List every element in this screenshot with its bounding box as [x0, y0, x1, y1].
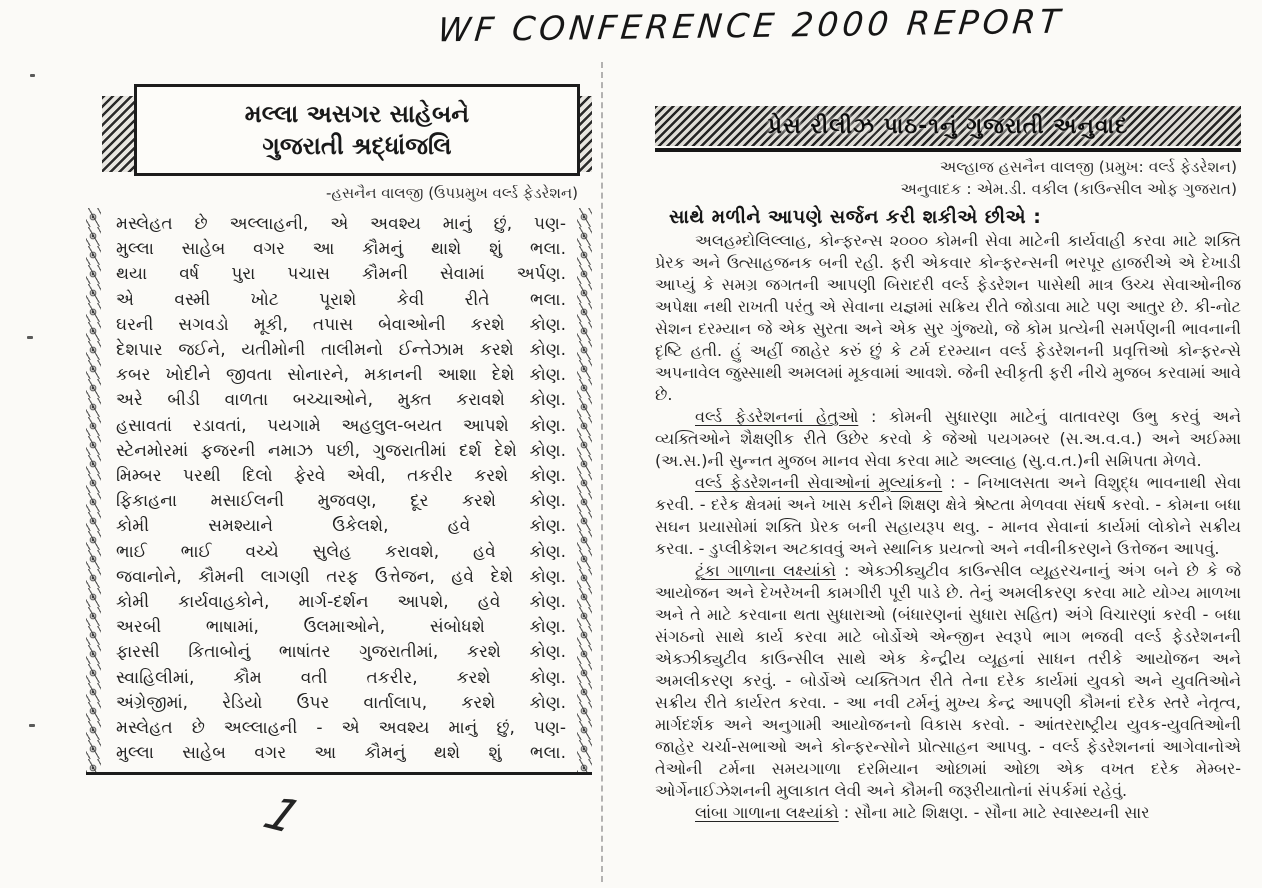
- poem-line: સ્ટેનમોરમાં ફજરની નમાઝ પછી, ગુજરાતીમાં દર્શ દેશે કોણ.: [116, 440, 566, 461]
- section-lead-objectives: વર્લ્ડ ફેડરેશનનાં હેતુઓ: [695, 407, 859, 426]
- poem-line: સ્વાહિલીમાં, કૌમ વતી તકરીર, કરશે કોણ.: [116, 667, 566, 688]
- section-lead-short-term: ટૂંકા ગાળાના લક્ષ્યાંકો: [695, 561, 837, 580]
- poem-line: હસાવતાં રડાવતાં, પયગામે અહલુલ-બયત આપશે કોણ.: [116, 415, 566, 436]
- right-page-press-release: [655, 106, 1241, 824]
- scan-speck: [27, 336, 33, 339]
- handwritten-page-number: 1: [255, 786, 310, 844]
- poem-line: અરબી ભાષામાં, ઉલમાઓને, સંબોધશે કોણ.: [116, 617, 566, 638]
- poem-line: કોમી કાર્યવાહકોને, માર્ગ-દર્શન આપશે, હવે કોણ.: [116, 592, 566, 613]
- poem-line: ઘરની સગવડો મૂકી, તપાસ બેવાઓની કરશે કોણ.: [116, 314, 566, 335]
- press-section-heading: સાથે મળીને આપણે સર્જન કરી શકીએ છીએ :: [669, 206, 1042, 228]
- section-lead-long-term: લાંબા ગાળાના લક્ષ્યાંકો: [695, 803, 839, 822]
- scan-speck: [29, 724, 35, 727]
- floral-border-left: [86, 208, 101, 772]
- poem-line: એ વસ્મી ખોટ પૂરાશે કેવી રીતે ભલા.: [116, 289, 566, 310]
- poem-line: મિમ્બર પરથી દિલો ફેરવે એવી, તકરીર કરશે કોણ.: [116, 466, 566, 487]
- section-text-values: : - નિખાલસતા અને વિશુદ્ધ ભાવનાથી સેવા કરવી. - દરેક ક્ષેત્રમાં અને ખાસ કરીને શિક્ષણ ક્ષેત્રે શ્રેષ્ટતા મેળવવા સંઘર્ષ કરવો. - કોમના બધા સઘન પ્રયાસોમાં શક્તિ પ્રેરક બની સહાયરૂપ થવુ. - માનવ સેવાનાં કાર્યમાં લોકોને સક્રીય કરવા. - ડુપ્લીકેશન અટકાવવું અને સ્થાનિક પ્રયત્નો અને નવીનીકરણને ઉત્તેજન આપવું.: [655, 473, 1241, 558]
- press-byline-author: અલ્હાજ હસનૈન વાલજી (પ્રમુખ: વર્લ્ડ ફેડરેશન): [939, 158, 1237, 176]
- press-paragraph-objectives: [655, 406, 1241, 472]
- poem: [86, 212, 592, 766]
- poem-line: ભાઈ ભાઈ વચ્ચે સુલેહ કરાવશે, હવે કોણ.: [116, 541, 566, 562]
- press-paragraph-intro: અલહમ્દોલિલ્લાહ, કોન્ફરન્સ ૨૦૦૦ કોમની સેવા માટેની કાર્યવાહી કરવા માટે શક્તિ પ્રેરક અને ઉત્સાહજનક બની રહી. ફરી એકવાર કોન્ફરન્સની ભરપૂર હાજરીએ એ દેખાડી આપ્યું કે સમગ્ર જગતની આપણી બિરાદરી વર્લ્ડ ફેડરેશન પાસેથી માત્ર ઉચ્ચ સેવાઓનીજ અપેક્ષા નથી રાખતી પરંતુ એ સેવાના યજ્ઞમાં સક્રિય રીતે જોડાવા માટે પણ આતુર છે. કી-નોટ સેશન દરમ્યાન જે એક સુરતા અને એક સુર ગુંજ્યો, જે કોમ પ્રત્યેની સમર્પણની ભાવનાની દૃષ્ટિ હતી. હું અહીં જાહેર કરું છું કે ટર્મ દરમ્યાન વર્લ્ડ ફેડરેશનની પ્રવૃત્તિઓ કોન્ફરન્સે અપનાવેલ જુસ્સાથી અમલમાં મૂકવામાં આવશે. જેની સ્વીકૃતી ફરી નીચે મુજબ કરવામાં આવે છે.: [655, 231, 1241, 404]
- poem-line: અંગ્રેજીમાં, રેડિયો ઉપર વાર્તાલાપ, કરશે કોણ.: [116, 692, 566, 713]
- poem-line: થયા વર્ષ પુરા પચાસ કૌમની સેવામાં અર્પણ.: [116, 264, 566, 285]
- poem-line: કોમી સમશ્યાને ઉકેલશે, હવે કોણ.: [116, 516, 566, 537]
- section-text-short-term: : એક્ઝીક્યુટીવ કાઉન્સીલ વ્યૂહરચનાનું અંગ બને છે કે જે આયોજન અને દેખરેખની કામગીરી પૂરી પાડે છે. તેનું અમલીકરણ કરવા માટે યોગ્ય માળખા અને તે માટે કરવાના થતા સુધારાઓ (બંધારણનાં સુધારા સહિત) અંગે વિચારણાં કરવી - બધા સંગઠનો સાથે કાર્ય કરવા માટે બોર્ડોએ એન્જીન સ્વરૂપે ભાગ ભજવી વર્લ્ડ ફેડરેશનની એક્ઝીક્યુટીવ કાઉન્સીલ સાથે એક કેન્દ્રીય વ્યૂહનાં સાધન તરીકે આયોજન અને અમલીકરણ કરવું. - બોર્ડોએ વ્યક્તિગત રીતે તેના દરેક કાર્યમાં યુવકો અને યુવતિઓને સક્રીય રીતે કાર્યરત કરવા. - આ નવી ટર્મનું મુખ્ય કેન્દ્ર આપણી કૌમનાં દરેક સ્તરે નેતૃત્વ, માર્ગદર્શક અને અનુગામી આયોજનનો વિકાસ કરવો. - આંતરરાષ્ટ્રીય યુવક-યુવતિઓની જાહેર ચર્ચા-સભાઓ અને કોન્ફરન્સોને પ્રોત્સાહન આપવુ. - વર્લ્ડ ફેડરેશનનાં આગેવાનોએ તેઓની ટર્મના સમયગાળા દરમિયાન ઓછામાં ઓછા એક વખત દરેક મેમ્બર-ઓર્ગેનાઈઝેશનની મુલાકાત લેવી અને કૌમની જરૂરીયાતોનાં સંપર્કમાં રહેવું.: [655, 561, 1241, 800]
- poem-line: મુલ્લા સાહેબ વગર આ કૌમનું થાશે શું ભલા.: [116, 239, 566, 260]
- poem-line: ફિકાહના મસાઈલની મુજવણ, દૂર કરશે કોણ.: [116, 491, 566, 512]
- tribute-title-line2: ગુજરાતી શ્રદ્ધાંજલિ: [262, 132, 452, 160]
- section-lead-values: વર્લ્ડ ફેડરેશનની સેવાઓનાં મુલ્યાંકનો: [695, 473, 943, 492]
- poem-line: અરે બીડી વાળતા બચ્ચાઓને, મુક્ત કરાવશે કોણ.: [116, 390, 566, 411]
- tribute-header: [86, 84, 592, 178]
- poem-line: ફારસી કિતાબોનું ભાષાંતર ગુજરાતીમાં, કરશે કોણ.: [116, 642, 566, 663]
- scan-speck: [30, 74, 35, 77]
- press-release-banner: [655, 106, 1241, 146]
- press-paragraph-short-term-goals: [655, 560, 1241, 802]
- poem-line: મસ્લેહત છે અલ્લાહની - એ અવશ્ય માનું છું, પણ-: [116, 718, 566, 739]
- poem-line: કબર ખોદીને જીવતા સોનારને, મકાનની આશા દેશે કોણ.: [116, 365, 566, 386]
- floral-border-right: [577, 208, 592, 772]
- section-text-objectives: : કોમની સુધારણા માટેનું વાતાવરણ ઉભુ કરવું અને વ્યક્તિઓને શૈક્ષણીક રીતે ઉછેર કરવો કે જેઓ પયગમ્બર (સ.અ.વ.વ.) અને અઈમ્મા (અ.સ.)ની સુન્નત મુજબ માનવ સેવા કરવા માટે અલ્લાહ (સુ.વ.ત.)ની સમિપતા મેળવે.: [655, 407, 1241, 470]
- left-page-tribute: [86, 84, 592, 775]
- poem-line: જવાનોને, કૌમની લાગણી તરફ ઉત્તેજન, હવે દેશે કોણ.: [116, 566, 566, 587]
- poem-line: મુલ્લા સાહેબ વગર આ કૌમનું થશે શું ભલા.: [116, 743, 566, 764]
- poem-line: દેશપાર જઈને, યતીમોની તાલીમનો ઈન્તેઝામ કરશે કોણ.: [116, 340, 566, 361]
- poem-frame: [86, 208, 592, 775]
- press-paragraph-values: [655, 472, 1241, 560]
- press-body: [655, 230, 1241, 824]
- tribute-byline: -હસનૈન વાલજી (ઉપપ્રમુખ વર્લ્ડ ફેડરેશન): [325, 184, 578, 202]
- banner-underline: [655, 148, 1241, 152]
- press-release-banner-title: પ્રેસ રીલીઝ પાઠ-૧નું ગુજરાતી અનુવાદ: [767, 113, 1129, 139]
- poem-line: મસ્લેહત છે અલ્લાહની, એ અવશ્ય માનું છું, પણ-: [116, 214, 566, 234]
- tribute-title-line1: મલ્લા અસગર સાહેબને: [244, 100, 470, 128]
- section-text-long-term: : સૌના માટે શિક્ષણ. - સૌના માટે સ્વાસ્થ્યની સાર: [838, 803, 1150, 822]
- press-paragraph-long-term-goals: [655, 802, 1241, 824]
- tribute-title-box: [134, 84, 580, 176]
- page-fold-line: [601, 62, 603, 882]
- handwritten-report-title: WF CONFERENCE 2000 REPORT: [436, 1, 1066, 50]
- press-byline-translator: અનુવાદક : એમ.ડી. વકીલ (કાઉન્સીલ ઓફ ગુજરાત): [900, 180, 1237, 198]
